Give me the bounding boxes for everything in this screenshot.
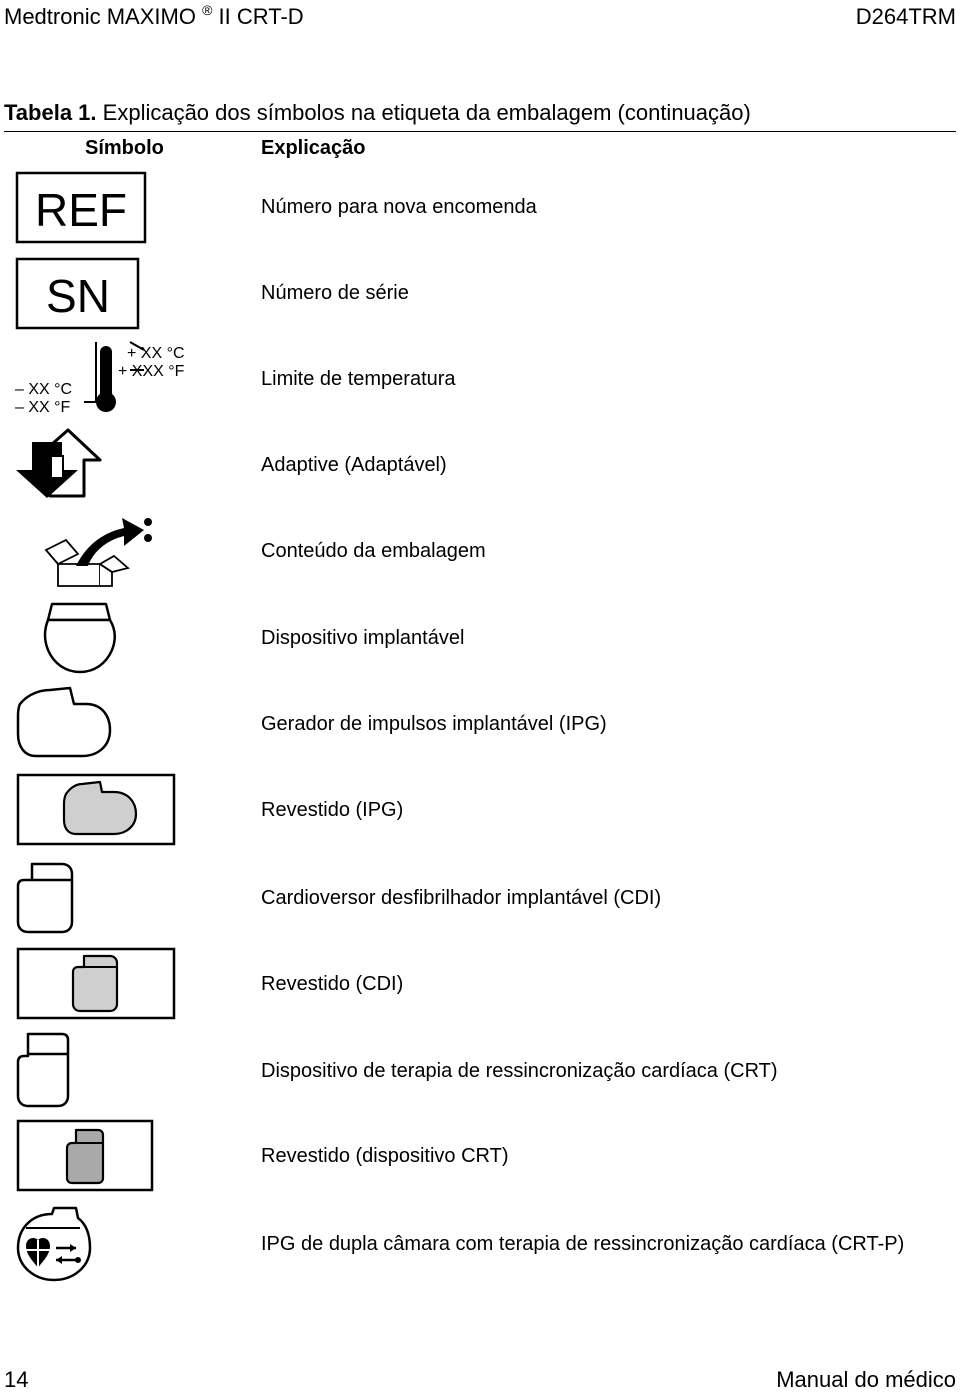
symbol-explanation: Revestido (IPG) bbox=[261, 799, 404, 821]
column-header-symbol: Símbolo bbox=[85, 137, 164, 159]
manual-name: Manual do médico bbox=[776, 1367, 956, 1392]
symbol-explanation: Cardioversor desfibrilhador implantável (CDI) bbox=[261, 887, 662, 909]
sn-text: SN bbox=[46, 270, 110, 322]
temp-lower-c: – XX °C bbox=[15, 381, 73, 398]
title-rule bbox=[4, 131, 956, 132]
page-header bbox=[4, 4, 956, 30]
symbol-explanation: Revestido (CDI) bbox=[261, 973, 404, 995]
page-number: 14 bbox=[4, 1367, 29, 1392]
symbol-explanation: Número de série bbox=[261, 282, 409, 304]
temp-upper-c: + XX °C bbox=[127, 345, 185, 362]
symbol-explanation: Adaptive (Adaptável) bbox=[261, 454, 447, 476]
symbol-explanation: Dispositivo de terapia de ressincronização cardíaca (CRT) bbox=[261, 1060, 778, 1082]
temp-lower-f: – XX °F bbox=[15, 399, 71, 416]
symbol-explanation: Número para nova encomenda bbox=[261, 196, 537, 218]
temp-upper-f: + XXX °F bbox=[118, 363, 185, 380]
symbol-explanation: Gerador de impulsos implantável (IPG) bbox=[261, 713, 607, 735]
ref-text: REF bbox=[35, 184, 127, 236]
column-header-explanation: Explicação bbox=[261, 137, 366, 159]
table-caption: Explicação dos símbolos na etiqueta da embalagem (continuação) bbox=[102, 100, 751, 125]
symbol-explanation: Revestido (dispositivo CRT) bbox=[261, 1145, 509, 1167]
table-title bbox=[4, 100, 751, 126]
table-number: Tabela 1. bbox=[4, 100, 97, 125]
symbol-explanation: Conteúdo da embalagem bbox=[261, 540, 486, 562]
header-product: Medtronic MAXIMO ® II CRT-D bbox=[4, 2, 304, 29]
registered-mark: ® bbox=[202, 2, 213, 18]
symbol-explanation: IPG de dupla câmara com terapia de ressincronização cardíaca (CRT-P) bbox=[261, 1233, 905, 1255]
symbol-explanation: Dispositivo implantável bbox=[261, 627, 465, 649]
symbol-explanation: Limite de temperatura bbox=[261, 368, 456, 390]
header-doc-code: D264TRM bbox=[855, 4, 956, 29]
